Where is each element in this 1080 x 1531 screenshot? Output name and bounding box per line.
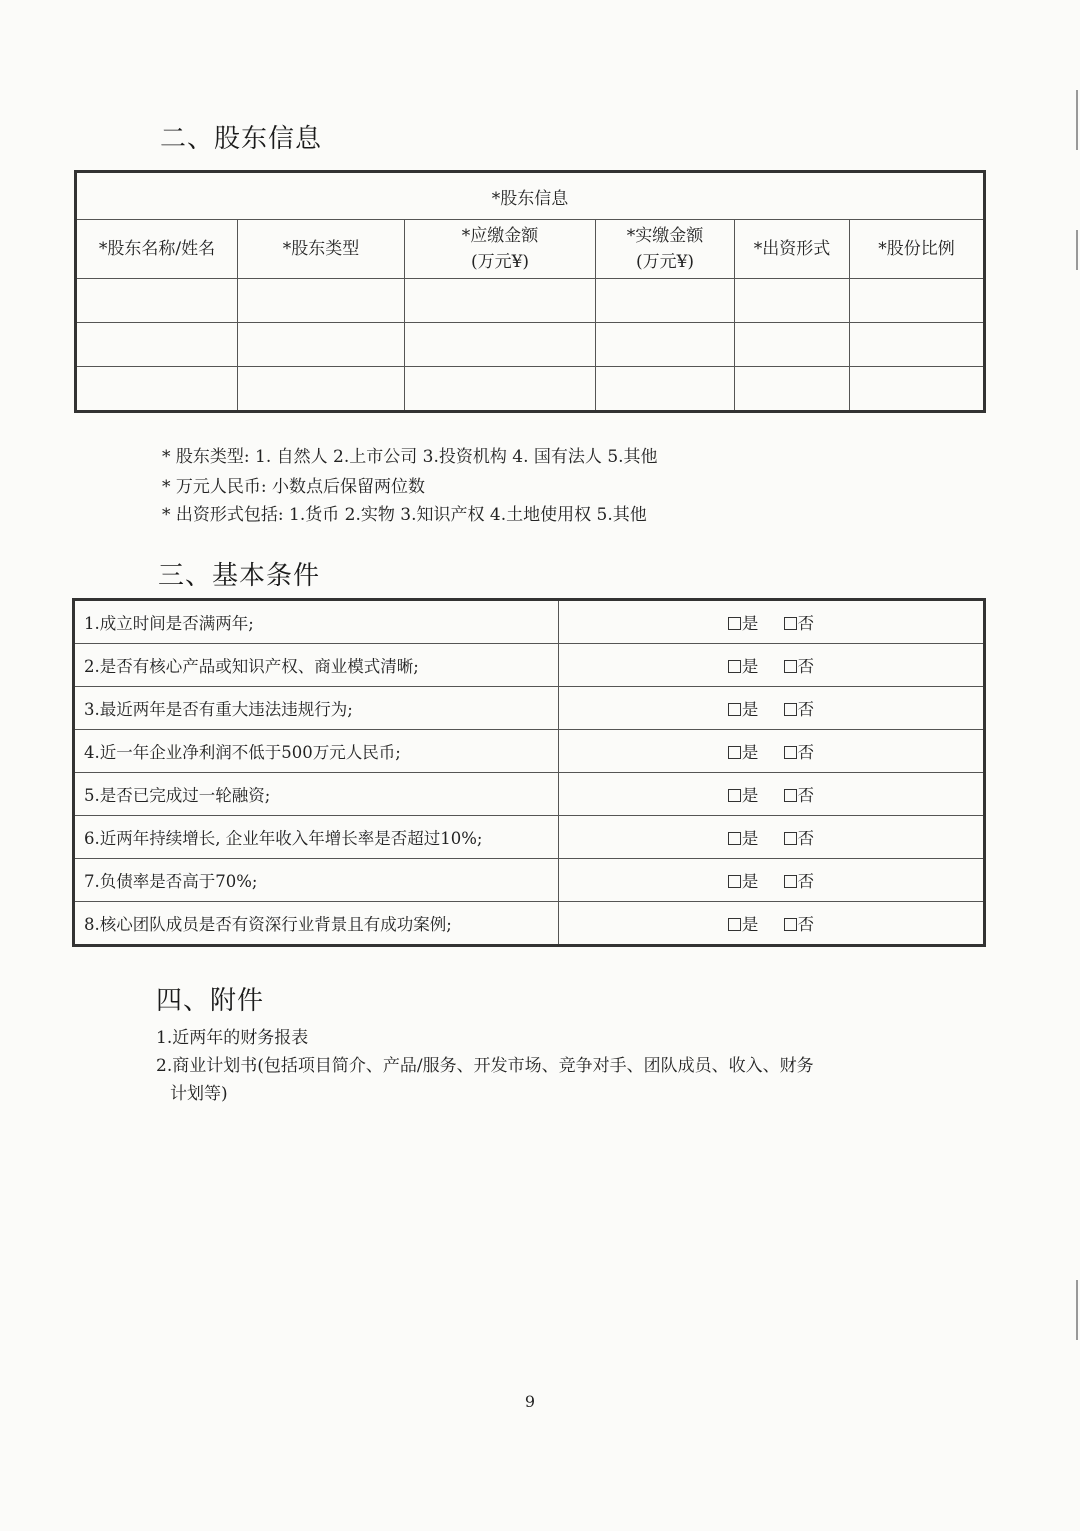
condition-question: 8.核心团队成员是否有资深行业背景且有成功案例; (74, 902, 559, 946)
yes-checkbox[interactable] (728, 696, 759, 720)
checkbox-square-icon (728, 832, 741, 845)
yes-checkbox[interactable] (728, 868, 759, 892)
no-label: 否 (797, 872, 815, 891)
page-number: 9 (524, 1392, 536, 1411)
attachment-item-2: 2.商业计划书(包括项目简介、产品/服务、开发市场、竞争对手、团队成员、收入、财务 (156, 1056, 814, 1076)
column-header-ratio (850, 220, 985, 279)
table-cell[interactable] (850, 367, 985, 412)
yes-checkbox[interactable] (728, 610, 759, 634)
checkbox-square-icon (784, 746, 797, 759)
column-header-type (238, 220, 405, 279)
note-shareholder-type: * 股东类型: 1. 自然人 2.上市公司 3.投资机构 4. 国有法人 5.其他 (162, 447, 658, 467)
yes-label: 是 (741, 786, 759, 805)
yes-checkbox[interactable] (728, 911, 759, 935)
table-row (76, 367, 985, 412)
table-cell[interactable] (735, 323, 850, 367)
condition-row (74, 730, 985, 773)
column-header-text: *股东名称/姓名 (98, 239, 216, 259)
no-checkbox[interactable] (784, 610, 815, 634)
no-checkbox[interactable] (784, 825, 815, 849)
yes-label: 是 (741, 872, 759, 891)
column-header-text: *股份比例 (878, 239, 955, 259)
table-cell[interactable] (405, 323, 596, 367)
table-cell[interactable] (850, 323, 985, 367)
column-header-form (735, 220, 850, 279)
checkbox-square-icon (784, 875, 797, 888)
section-title-conditions: 三、基本条件 (158, 561, 321, 591)
condition-question: 3.最近两年是否有重大违法违规行为; (74, 687, 559, 730)
attachment-item-1: 1.近两年的财务报表 (156, 1028, 309, 1048)
column-header-paid (596, 220, 735, 279)
shareholder-table (74, 170, 986, 413)
scan-edge-mark (1076, 1280, 1078, 1340)
condition-answer (559, 773, 985, 816)
condition-row (74, 687, 985, 730)
checkbox-square-icon (728, 789, 741, 802)
no-label: 否 (797, 786, 815, 805)
condition-question: 4.近一年企业净利润不低于500万元人民币; (74, 730, 559, 773)
checkbox-square-icon (728, 918, 741, 931)
scan-edge-mark (1076, 230, 1078, 270)
column-header-text: *出资形式 (753, 239, 831, 259)
yes-label: 是 (741, 829, 759, 848)
condition-row (74, 644, 985, 687)
attachment-item-2-continued: 计划等) (170, 1084, 228, 1104)
table-cell[interactable] (238, 279, 405, 323)
column-header-payable (405, 220, 596, 279)
yes-label: 是 (741, 743, 759, 762)
condition-question: 7.负债率是否高于70%; (74, 859, 559, 902)
condition-answer (559, 859, 985, 902)
shareholder-table-header (76, 220, 985, 279)
condition-answer (559, 902, 985, 946)
no-label: 否 (797, 829, 815, 848)
column-header-text: *应缴金额 (461, 226, 539, 246)
no-label: 否 (797, 614, 815, 633)
condition-row (74, 859, 985, 902)
yes-label: 是 (741, 614, 759, 633)
column-header-text: *股东类型 (282, 239, 360, 259)
checkbox-square-icon (784, 789, 797, 802)
condition-answer (559, 644, 985, 687)
condition-answer (559, 600, 985, 644)
no-label: 否 (797, 700, 815, 719)
checkbox-square-icon (728, 617, 741, 630)
column-header-name (76, 220, 238, 279)
condition-answer (559, 816, 985, 859)
section-title-attachments: 四、附件 (156, 986, 265, 1016)
note-contribution-form: * 出资形式包括: 1.货币 2.实物 3.知识产权 4.土地使用权 5.其他 (162, 505, 647, 525)
condition-question: 6.近两年持续增长, 企业年收入年增长率是否超过10%; (74, 816, 559, 859)
table-cell[interactable] (735, 279, 850, 323)
yes-checkbox[interactable] (728, 825, 759, 849)
checkbox-square-icon (784, 617, 797, 630)
checkbox-square-icon (728, 875, 741, 888)
no-checkbox[interactable] (784, 739, 815, 763)
conditions-table (72, 598, 986, 947)
note-currency: * 万元人民币: 小数点后保留两位数 (162, 477, 426, 497)
condition-question: 1.成立时间是否满两年; (74, 600, 559, 644)
table-cell[interactable] (405, 279, 596, 323)
yes-label: 是 (741, 915, 759, 934)
shareholder-table-caption: *股东信息 (76, 172, 985, 220)
checkbox-square-icon (728, 703, 741, 716)
yes-label: 是 (741, 657, 759, 676)
no-label: 否 (797, 915, 815, 934)
table-cell[interactable] (735, 367, 850, 412)
table-cell[interactable] (596, 323, 735, 367)
table-cell[interactable] (76, 323, 238, 367)
column-header-unit: (万元¥) (470, 252, 530, 272)
condition-question: 2.是否有核心产品或知识产权、商业模式清晰; (74, 644, 559, 687)
no-checkbox[interactable] (784, 653, 815, 677)
no-checkbox[interactable] (784, 696, 815, 720)
section-title-shareholders: 二、股东信息 (160, 124, 323, 154)
condition-answer (559, 730, 985, 773)
no-label: 否 (797, 743, 815, 762)
yes-checkbox[interactable] (728, 782, 759, 806)
checkbox-square-icon (784, 660, 797, 673)
no-checkbox[interactable] (784, 782, 815, 806)
table-cell[interactable] (76, 367, 238, 412)
table-row (76, 323, 985, 367)
condition-row (74, 816, 985, 859)
yes-checkbox[interactable] (728, 739, 759, 763)
table-cell[interactable] (76, 279, 238, 323)
condition-question: 5.是否已完成过一轮融资; (74, 773, 559, 816)
checkbox-square-icon (728, 660, 741, 673)
yes-label: 是 (741, 700, 759, 719)
table-cell[interactable] (238, 323, 405, 367)
scan-edge-mark (1076, 90, 1078, 150)
no-checkbox[interactable] (784, 868, 815, 892)
no-checkbox[interactable] (784, 911, 815, 935)
column-header-text: *实缴金额 (626, 226, 704, 246)
checkbox-square-icon (728, 746, 741, 759)
condition-row (74, 902, 985, 946)
condition-row (74, 600, 985, 644)
column-header-unit: (万元¥) (635, 252, 695, 272)
table-cell[interactable] (596, 367, 735, 412)
table-cell[interactable] (850, 279, 985, 323)
checkbox-square-icon (784, 832, 797, 845)
yes-checkbox[interactable] (728, 653, 759, 677)
condition-row (74, 773, 985, 816)
condition-answer (559, 687, 985, 730)
no-label: 否 (797, 657, 815, 676)
table-row (76, 279, 985, 323)
table-cell[interactable] (238, 367, 405, 412)
table-cell[interactable] (596, 279, 735, 323)
checkbox-square-icon (784, 703, 797, 716)
table-cell[interactable] (405, 367, 596, 412)
checkbox-square-icon (784, 918, 797, 931)
